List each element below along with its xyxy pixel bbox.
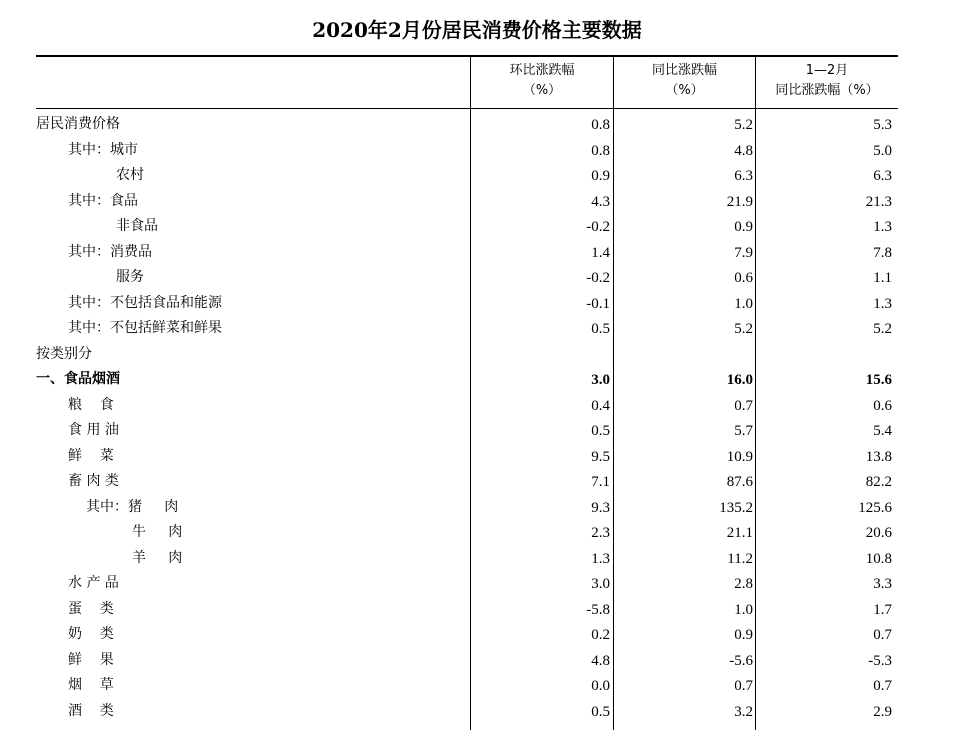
cell-yoy: 21.1 <box>726 525 753 541</box>
row-label: 其中：猪 肉 <box>86 498 179 515</box>
cell-ytd: 15.6 <box>865 372 892 388</box>
row-label: 羊 肉 <box>132 549 183 566</box>
cell-mom: 1.3 <box>591 550 610 567</box>
cell-yoy: 1.0 <box>734 601 753 618</box>
cell-mom: 3.0 <box>591 576 610 592</box>
cell-ytd: 21.3 <box>865 193 892 210</box>
table-row <box>36 546 898 572</box>
cell-ytd: 5.3 <box>873 117 892 133</box>
cell-ytd: 1.3 <box>873 295 892 312</box>
cell-ytd: 6.3 <box>873 168 892 184</box>
header-yoy-line1: 同比涨跌幅 <box>651 63 717 78</box>
cell-ytd: 5.4 <box>873 423 892 439</box>
table-row <box>36 112 898 138</box>
table-row <box>36 316 898 342</box>
table-row <box>36 418 898 444</box>
table-row <box>36 469 898 495</box>
cell-yoy: 7.9 <box>734 244 753 261</box>
cell-mom: 1.4 <box>591 244 610 261</box>
row-label: 其中：食品 <box>68 192 138 209</box>
table-row <box>36 444 898 470</box>
cell-ytd: 7.8 <box>873 244 892 261</box>
cell-yoy: 5.2 <box>734 117 753 133</box>
cell-mom: 0.8 <box>591 117 610 133</box>
table-row <box>36 648 898 674</box>
header-ytd-line1: 1—2月 <box>805 63 849 78</box>
cell-yoy: 0.7 <box>734 678 753 694</box>
cell-yoy: 2.8 <box>734 576 753 592</box>
row-label: 水 产 品 <box>68 575 119 591</box>
cell-mom: 9.3 <box>591 499 610 516</box>
cell-ytd: 5.0 <box>873 142 892 159</box>
row-label: 牛 肉 <box>132 524 183 540</box>
table-row <box>36 495 898 521</box>
header-mom-line1: 环比涨跌幅 <box>509 63 575 78</box>
row-label: 畜 肉 类 <box>68 473 119 489</box>
row-label: 酒 类 <box>68 702 114 719</box>
table-row <box>36 163 898 189</box>
cell-mom: -0.2 <box>586 270 610 286</box>
cell-yoy: 21.9 <box>726 193 753 210</box>
table-row <box>36 214 898 240</box>
table-title: 2020年2月份居民消费价格主要数据 <box>312 18 642 42</box>
row-label: 蛋 类 <box>68 600 114 617</box>
header-mom <box>471 61 613 101</box>
cell-yoy: 5.7 <box>734 423 753 439</box>
table-row <box>36 520 898 546</box>
table-row <box>36 189 898 215</box>
cell-yoy: 0.9 <box>734 219 753 235</box>
table-row <box>36 342 898 368</box>
table-row <box>36 367 898 393</box>
cell-yoy: -5.6 <box>729 652 753 669</box>
cell-mom: -0.2 <box>586 219 610 235</box>
row-label: 其中：不包括鲜菜和鲜果 <box>68 320 222 336</box>
cell-mom: 4.3 <box>591 193 610 210</box>
row-label: 粮 食 <box>68 396 114 413</box>
table-row <box>36 393 898 419</box>
cell-ytd: 82.2 <box>865 474 892 490</box>
cell-yoy: 10.9 <box>726 448 753 465</box>
cell-yoy: 87.6 <box>726 474 753 490</box>
cell-yoy: 4.8 <box>734 142 753 159</box>
header-rule <box>36 108 898 109</box>
cell-mom: 0.0 <box>591 678 610 694</box>
row-label: 其中：城市 <box>68 141 138 158</box>
cell-mom: 0.5 <box>591 423 610 439</box>
cell-yoy: 16.0 <box>726 372 753 388</box>
cell-yoy: 1.0 <box>734 295 753 312</box>
cell-mom: 0.4 <box>591 397 610 414</box>
cell-yoy: 11.2 <box>727 550 753 567</box>
cell-ytd: 0.7 <box>873 627 892 643</box>
cell-mom: 0.9 <box>591 168 610 184</box>
cell-mom: 2.3 <box>591 525 610 541</box>
cell-mom: 0.5 <box>591 703 610 720</box>
table-row <box>36 699 898 725</box>
cell-mom: 7.1 <box>591 474 610 490</box>
row-label: 服务 <box>116 269 144 285</box>
header-ytd <box>756 61 898 101</box>
row-label: 鲜 果 <box>68 651 114 668</box>
row-label: 一、食品烟酒 <box>36 371 120 387</box>
cell-mom: -0.1 <box>586 295 610 312</box>
cell-mom: 0.2 <box>591 627 610 643</box>
cell-ytd: 3.3 <box>873 576 892 592</box>
cell-yoy: 135.2 <box>719 499 753 516</box>
cell-ytd: 10.8 <box>865 550 892 567</box>
cell-mom: 4.8 <box>591 652 610 669</box>
cell-yoy: 5.2 <box>734 321 753 337</box>
row-label: 食 用 油 <box>68 422 119 438</box>
cell-yoy: 0.6 <box>734 270 753 286</box>
header-mom-line2: （%） <box>522 83 562 98</box>
cell-ytd: 1.3 <box>873 219 892 235</box>
cell-yoy: 6.3 <box>734 168 753 184</box>
header-ytd-line2: 同比涨跌幅（%） <box>775 83 879 98</box>
table-row <box>36 597 898 623</box>
table-row <box>36 673 898 699</box>
cell-mom: 0.8 <box>591 142 610 159</box>
table-row <box>36 622 898 648</box>
cell-ytd: 125.6 <box>858 499 892 516</box>
table-top-rule <box>36 55 898 57</box>
cell-mom: 3.0 <box>591 372 610 388</box>
table-row <box>36 240 898 266</box>
header-yoy-line2: （%） <box>665 83 704 98</box>
row-label: 鲜 菜 <box>68 447 114 464</box>
cell-yoy: 0.9 <box>734 627 753 643</box>
table-row <box>36 265 898 291</box>
table-row <box>36 138 898 164</box>
cell-mom: -5.8 <box>586 601 610 618</box>
table-row <box>36 291 898 317</box>
row-label: 居民消费价格 <box>36 116 120 132</box>
row-label: 农村 <box>116 167 144 183</box>
row-label: 其中：不包括食品和能源 <box>68 294 222 311</box>
cell-ytd: 0.6 <box>873 397 892 414</box>
cell-ytd: 2.9 <box>873 703 892 720</box>
cell-ytd: 0.7 <box>873 678 892 694</box>
row-label: 其中：消费品 <box>68 243 152 260</box>
table-row <box>36 571 898 597</box>
cell-mom: 9.5 <box>591 448 610 465</box>
cell-ytd: 13.8 <box>865 448 892 465</box>
cell-ytd: 1.1 <box>873 270 892 286</box>
cell-ytd: -5.3 <box>868 652 892 669</box>
cell-yoy: 3.2 <box>734 703 753 720</box>
header-yoy <box>614 61 755 101</box>
row-label: 烟 草 <box>68 677 114 693</box>
row-label: 非食品 <box>116 218 158 234</box>
cell-yoy: 0.7 <box>734 397 753 414</box>
cell-ytd: 20.6 <box>865 525 892 541</box>
cell-ytd: 5.2 <box>873 321 892 337</box>
cell-ytd: 1.7 <box>873 601 892 618</box>
cell-mom: 0.5 <box>591 321 610 337</box>
row-label: 奶 类 <box>68 626 114 642</box>
row-label: 按类别分 <box>36 345 92 362</box>
